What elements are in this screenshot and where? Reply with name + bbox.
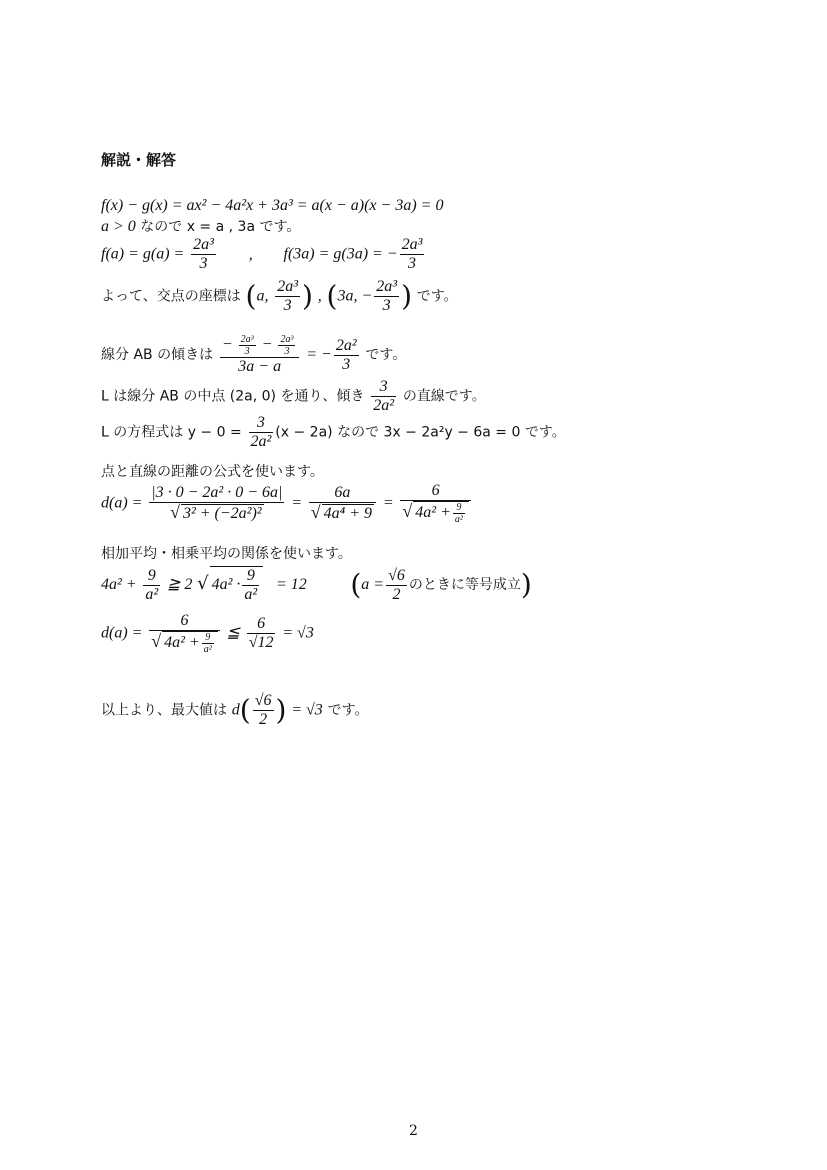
equation-end: (x − 2a) なので 3x − 2a²y − 6a = 0 です。 [275, 424, 566, 441]
fraction-root6-over-2 [386, 567, 407, 604]
equals-12: = 12 [276, 576, 307, 594]
equality-condition-text: のときに等号成立 [408, 577, 521, 594]
distance-fraction-2 [309, 484, 376, 523]
distance-intro: 点と直線の距離の公式を使います。 [101, 464, 324, 480]
fraction-numerator: 2a³ [193, 236, 214, 253]
sentence-end: です。 [327, 702, 369, 719]
point-b-x: 3a, − [337, 287, 373, 305]
fraction-numerator: √6 [254, 692, 272, 709]
slope-result-fraction [334, 337, 359, 374]
fraction-numerator: 2a³ [401, 236, 423, 253]
fraction-9-over-a2 [242, 567, 259, 604]
fraction-denominator: 3 [199, 255, 208, 272]
condition-text: なので x = a , 3a です。 [135, 219, 301, 235]
fraction-numerator: 3 [371, 378, 396, 397]
line-l-equation [101, 414, 566, 451]
minus-sign: − [261, 336, 273, 354]
sqrt-term: 4a² + [415, 504, 451, 522]
fraction-numerator: 9 [242, 567, 259, 586]
fraction-denominator: √ 4a² + $\frac{9}{\text{a²}}$ [149, 631, 219, 655]
bound-fraction [149, 612, 219, 655]
f3a-lhs: f(3a) = g(3a) = − [283, 245, 398, 263]
fraction-numerator: 9 [202, 632, 214, 644]
condition-math: a > 0 [101, 218, 136, 235]
d-function: d [231, 701, 240, 719]
condition-line [101, 216, 300, 237]
ge-two: ≧ 2 [166, 576, 193, 594]
d-lhs: d(a) = [101, 624, 143, 642]
fraction-numerator: 3 [249, 414, 274, 433]
sentence-end: です。 [365, 347, 407, 363]
fraction-denominator: 2a² [373, 397, 395, 414]
fraction-2a3-over-3 [275, 278, 300, 315]
fraction-denominator: √ 4a² + $\frac{9}{\text{a²}}$ [400, 501, 470, 525]
fraction-2a3-over-3 [400, 236, 425, 273]
condition-lhs: a = [361, 576, 385, 594]
slope-line [101, 334, 406, 376]
fraction-3-over-2a2 [371, 378, 396, 415]
equals-sign: = [291, 494, 302, 512]
distance-formula [101, 482, 473, 525]
equals-root3: = √3 [282, 624, 314, 642]
slope-fraction [220, 334, 300, 376]
equals-minus: = − [306, 346, 332, 363]
line-l-description [101, 378, 486, 415]
fraction-denominator: √12 [248, 634, 274, 651]
fraction-numerator: 6a [309, 484, 376, 503]
fraction-denominator: 2 [259, 711, 268, 728]
fraction-denominator: a² [203, 644, 212, 655]
sqrt-content: 3² + (−2a²)² [182, 505, 262, 522]
slope-numerator [220, 334, 300, 358]
equation-text: L の方程式は y − 0 = [101, 424, 242, 441]
sentence-end: の直線です。 [402, 388, 486, 405]
fraction-denominator: 3 [382, 297, 391, 314]
sqrt-content [162, 631, 218, 655]
distance-bound [101, 612, 314, 655]
fraction-numerator: 2a³ [280, 334, 294, 345]
sentence-end: です。 [416, 288, 458, 305]
intersection-text: よって、交点の座標は [101, 288, 241, 305]
amgm-intro: 相加平均・相乗平均の関係を使います。 [101, 546, 352, 562]
fraction-denominator: 3 [244, 346, 250, 357]
distance-fraction-1 [149, 484, 284, 523]
final-answer: 以上より、最大値は d( $\frac{√6}{2}$ ) = √3 です。 [101, 692, 369, 728]
point-a-x: a, [256, 287, 269, 305]
fraction-numerator: 6 [247, 615, 276, 634]
intersection-line: よって、交点の座標は (a, $\frac{\text{2a³}}{3}$ ) , (3a, − $\frac{\text{2a³}}{3}$ ) です。 [101, 278, 458, 314]
fraction-numerator: 6 [400, 482, 470, 501]
fraction-numerator: 6 [149, 612, 219, 631]
distance-fraction-3 [400, 482, 470, 525]
fraction-denominator: √ 3² + (−2a²)² [170, 502, 262, 522]
fraction-denominator: 3 [342, 355, 351, 373]
small-fraction [453, 502, 465, 525]
fraction-6-over-root12 [247, 615, 276, 652]
equation-difference: f(x) − g(x) = ax² − 4a²x + 3a³ = a(x − a)(x − 3a) = 0 [101, 197, 444, 214]
fraction-denominator: a² [145, 585, 159, 603]
fraction-denominator: a² [454, 514, 463, 525]
fraction-2a3-over-3 [191, 236, 216, 273]
slope-text: 線分 AB の傾きは [101, 347, 214, 363]
fraction-root6-over-2 [253, 692, 274, 729]
fa-lhs: f(a) = g(a) = [101, 245, 185, 263]
sqrt-term: 4a² + [164, 634, 200, 652]
fraction-denominator: 2 [392, 585, 401, 603]
section-heading: 解説・解答 [101, 151, 177, 169]
sqrt-content: 4a⁴ + 9 [323, 505, 373, 522]
fraction-denominator: √ 4a⁴ + 9 [310, 502, 373, 522]
fraction-2a3-over-3 [374, 278, 399, 315]
le-sign: ≦ [226, 624, 240, 642]
fraction-numerator: 9 [143, 567, 160, 586]
line-l-text: L は線分 AB の中点 (2a, 0) を通り、傾き [101, 388, 365, 405]
equals-sign: = [382, 494, 394, 512]
small-fraction [239, 334, 256, 357]
fraction-numerator: 9 [453, 502, 465, 514]
amgm-lhs: 4a² + [101, 576, 137, 594]
final-text: 以上より、最大値は [101, 702, 227, 719]
fraction-numerator: 2a³ [376, 278, 398, 295]
slope-denominator: 3a − a [238, 358, 282, 375]
fraction-denominator: a² [244, 586, 258, 603]
fraction-denominator: 3 [284, 346, 290, 357]
fraction-numerator: |3 · 0 − 2a² · 0 − 6a| [151, 484, 283, 501]
fraction-numerator: 2a³ [277, 278, 299, 295]
sqrt-content [413, 501, 469, 525]
d-lhs: d(a) = [101, 494, 143, 512]
fraction-3-over-2a2 [249, 414, 274, 451]
fraction-denominator: 3 [408, 255, 417, 272]
separator: , [317, 287, 322, 305]
sqrt-product [210, 566, 264, 604]
page-number: 2 [409, 1123, 418, 1139]
function-values-line [101, 236, 426, 273]
fraction-numerator: 2a² [335, 336, 357, 354]
small-fraction [202, 632, 214, 655]
fraction-numerator: √6 [388, 566, 405, 584]
equals-root3: = √3 [291, 701, 323, 719]
separator: , [248, 245, 253, 263]
minus-sign: − [221, 336, 233, 354]
sqrt-term: 4a² · [211, 576, 241, 594]
small-fraction [278, 334, 295, 357]
fraction-numerator: 2a³ [240, 334, 254, 345]
fraction-9-over-a2 [143, 567, 160, 604]
amgm-inequality: 4a² + $\frac{9}{\text{a²}}$ ≧ 2 √ 4a² · $\frac{9}{\text{a²}}$ = 12 (a = $\frac{√6}{2}$ のときに等号成立) [101, 566, 532, 603]
fraction-denominator: 3 [283, 297, 292, 314]
fraction-denominator: 2a² [250, 433, 272, 450]
